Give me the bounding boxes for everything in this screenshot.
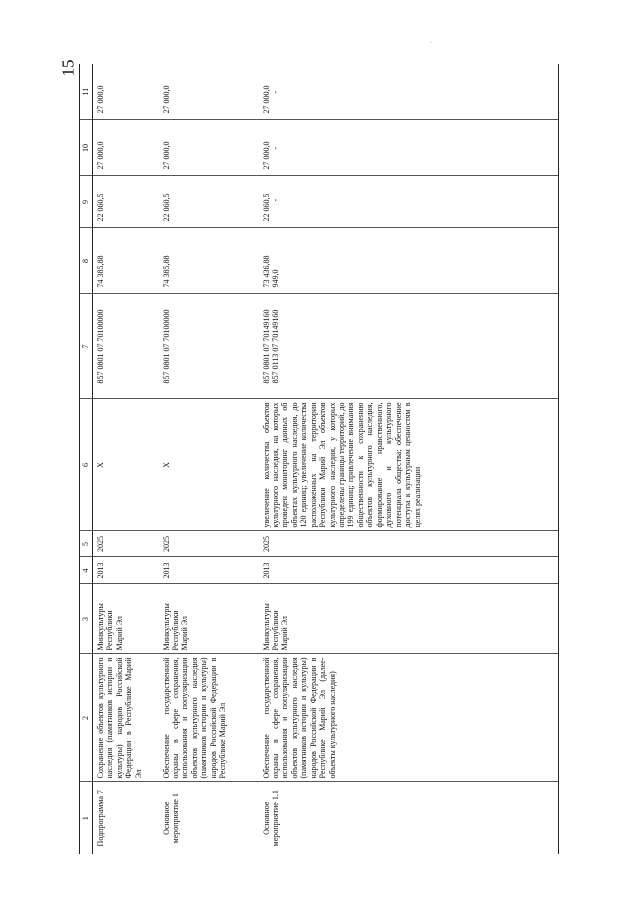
header-cell: 2 [80,654,93,782]
page-number: 15 [58,59,78,77]
header-cell: 8 [80,228,93,294]
amount-line: - [270,146,280,150]
amount-line: 74 385,88 [161,255,171,288]
row-value-9 [93,176,159,228]
scan-speck: · [430,40,432,46]
row-value-11 [159,64,259,120]
row-value-11 [259,64,559,120]
amount-line: 949,0 [270,269,280,288]
budget-code-line: 857 0801 07 70149160 [261,309,271,384]
row-name: Сохранение объектов культурного наследия (памятников истории и культуры) народов Российской Федерации в Республике Марий Эл [93,654,159,782]
row-label: Подпрограмма 7 [96,790,105,847]
row-end-year: 2025 [93,531,159,557]
amount-line: - [270,198,280,202]
row-label: Основное мероприятие 1 [161,793,180,844]
row-total [159,228,259,294]
header-cell: 11 [80,64,93,120]
header-cell: 4 [80,557,93,584]
table-row [159,64,259,854]
row-result: X [93,399,159,531]
header-cell: 1 [80,782,93,854]
row-executor: Минкультуры Республики Марий Эл [93,584,159,654]
amount-line: 73 436,88 [261,255,271,288]
row-name: Обеспечение государственной охраны в сфере сохранения, использования и популяризации объектов культурного наследия (памятников истории и культуры) народов Российской Федерации в Республике Марий Эл [159,654,259,782]
header-cell: 5 [80,531,93,557]
row-start-year: 2013 [93,557,159,584]
budget-code-line: 857 0113 07 70149160 [270,309,280,384]
budget-code-line: 857 0801 07 70100000 [96,309,105,384]
amount-line: 22 060,5 [96,193,105,222]
row-executor: Минкультуры Республики Марий Эл [259,584,559,654]
amount-line: 27 000,0 [261,141,271,170]
row-budget-code [93,294,159,399]
rotated-page-content [79,64,559,854]
row-budget-code [259,294,559,399]
row-name: Обеспечение государственной охраны в сфере сохранения, использования и популяризации объектов культурного наследия (памятников истории и культуры) народов Российской Федерации в Республике Марий Эл (далее- объекты культурного наследия) [259,654,559,782]
row-total [259,228,559,294]
row-end-year: 2025 [159,531,259,557]
amount-line: 27 000,0 [96,141,105,170]
row-start-year: 2013 [259,557,559,584]
amount-line: 27 000,0 [161,85,171,114]
row-value-10 [159,120,259,176]
row-executor: Минкультуры Республики Марий Эл [159,584,259,654]
row-end-year: 2025 [259,531,559,557]
row-result: X [159,399,259,531]
row-label: Основное мероприятие 1.1 [259,782,559,854]
header-cell: 3 [80,584,93,654]
table-row [93,64,159,854]
header-cell: 6 [80,399,93,531]
header-cell: 7 [80,294,93,399]
amount-line: 27 000,0 [161,141,171,170]
table-row [259,64,559,854]
row-value-9 [159,176,259,228]
amount-line: 27 000,0 [96,85,105,114]
amount-line: 22 060,5 [161,193,171,222]
row-budget-code [159,294,259,399]
row-value-10 [259,120,559,176]
amount-line: 22 060,5 [261,193,271,222]
row-total [93,228,159,294]
amount-line: 74 385,88 [96,255,105,288]
row-value-10 [93,120,159,176]
row-start-year: 2013 [159,557,259,584]
header-row [80,64,93,854]
budget-code-line: 857 0801 07 70100000 [161,309,171,384]
program-table [79,64,559,854]
row-value-11 [93,64,159,120]
header-cell: 9 [80,176,93,228]
amount-line: 27 000,0 [261,85,271,114]
row-result: увеличение количества объектов культурного наследия, на которых проведен мониторинг данных об объектах культурного наследия, до 120 единиц; увеличение количества расположенных на территории Республики Марий Эл объектов культурного наследия, у которых определены границы территорий, до 199 единиц; привлечение внимания общественности к сохранению объектов культурного наследия, формирование нравственного, духовного и культурного потенциала общества; обеспечение доступа к культурным ценностям в целях реализации [259,399,559,531]
row-value-9 [259,176,559,228]
header-cell: 10 [80,120,93,176]
amount-line: - [270,90,280,94]
